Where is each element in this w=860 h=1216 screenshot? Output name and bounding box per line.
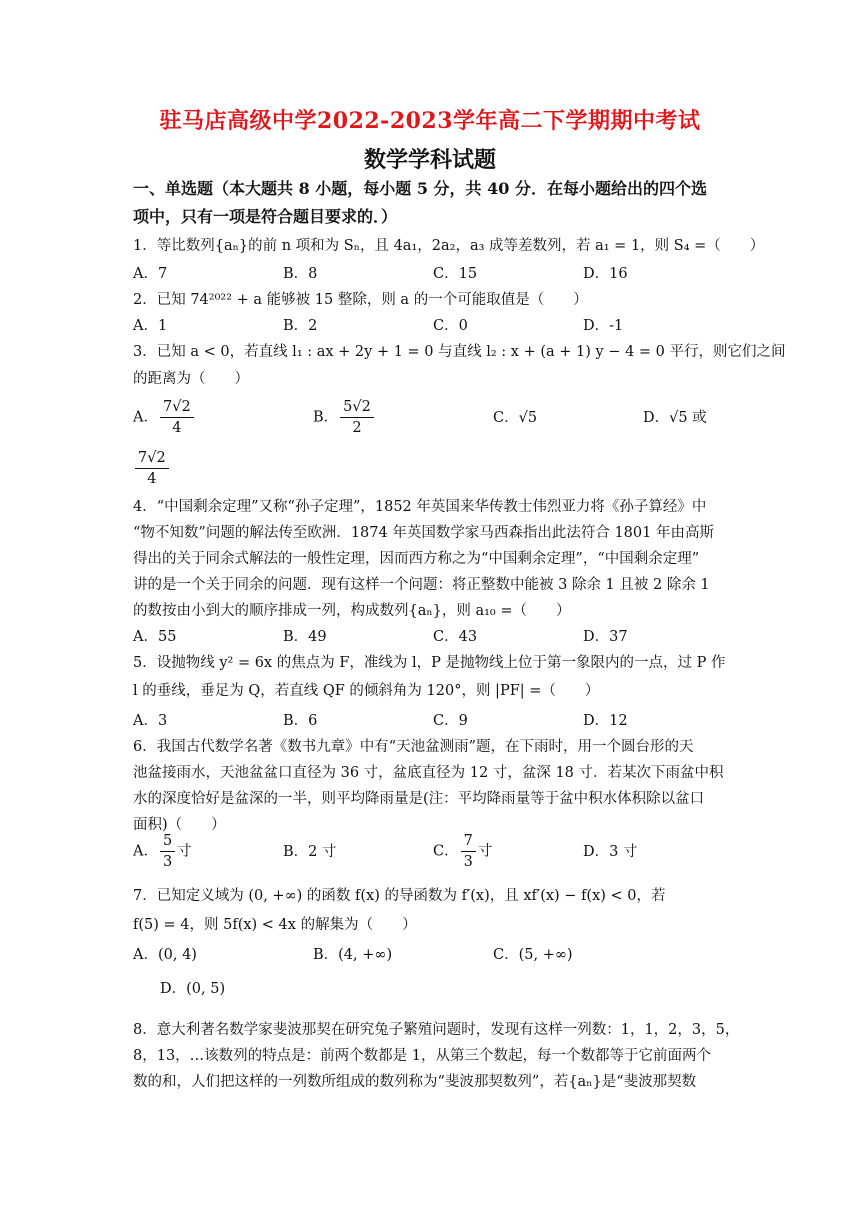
question-8-line-3: 数的和，人们把这样的一列数所组成的数列称为“斐波那契数列”，若{aₙ}是“斐波那契数: [133, 1074, 697, 1090]
question-5-line-2: l 的垂线，垂足为 Q，若直线 QF 的倾斜角为 120°，则 |PF| =（ ）: [133, 683, 600, 699]
question-5-line-1: 5．设抛物线 y² = 6x 的焦点为 F，准线为 l，P 是抛物线上位于第一象限内的一点，过 P 作: [133, 655, 726, 671]
question-6-option-c: C． $\frac{7}{3}$ 寸: [433, 833, 493, 870]
question-6-line-4: 面积)（ ）: [133, 817, 226, 833]
question-5-option-c: C．9: [433, 713, 468, 729]
question-7-line-1: 7．已知定义域为 (0, +∞) 的函数 f(x) 的导函数为 f′(x)，且 xf′(x) − f(x) < 0，若: [133, 888, 666, 904]
question-2-option-b: B．2: [283, 318, 318, 334]
section-heading-line1: 一、单选题（本大题共 8 小题，每小题 5 分，共 40 分．在每小题给出的四个选: [133, 179, 707, 198]
question-2-text: 2．已知 74²⁰²² + a 能够被 15 整除，则 a 的一个可能取值是（ ）: [133, 292, 588, 308]
question-4-option-a: A．55: [133, 629, 177, 645]
question-1-option-d: D．16: [583, 266, 628, 282]
question-2-option-d: D．-1: [583, 318, 624, 334]
section-heading-line2: 项中，只有一项是符合题目要求的．）: [133, 207, 398, 226]
question-6-option-d: D．3 寸: [583, 844, 638, 860]
question-1-text: 1．等比数列{aₙ}的前 n 项和为 Sₙ，且 4a₁，2a₂，a₃ 成等差数列，若 a₁ = 1，则 S₄ =（ ）: [133, 238, 765, 254]
question-3-option-d: D．√5 或: [643, 410, 707, 426]
fraction: $\frac{7}{3}$: [461, 831, 476, 872]
question-5-option-d: D．12: [583, 713, 628, 729]
question-3-line-2: 的距离为（ ）: [133, 371, 249, 387]
question-7-option-c: C．(5, +∞): [493, 947, 573, 963]
question-8-line-2: 8，13，…该数列的特点是：前两个数都是 1，从第三个数起，每一个数都等于它前面两个: [133, 1048, 712, 1064]
question-3-option-a: A． $\frac{7√2}{4}$: [133, 397, 196, 438]
question-3-option-b: B． $\frac{5√2}{2}$: [313, 397, 376, 438]
question-4-option-b: B．49: [283, 629, 327, 645]
question-4-option-d: D．37: [583, 629, 628, 645]
question-4-line-5: 的数按由小到大的顺序排成一列，构成数列{aₙ}，则 a₁₀ =（ ）: [133, 603, 571, 619]
question-1-option-c: C．15: [433, 266, 478, 282]
question-7-option-a: A．(0, 4): [133, 947, 197, 963]
question-1-option-b: B．8: [283, 266, 318, 282]
question-6-line-2: 池盆接雨水，天池盆盆口直径为 36 寸，盆底直径为 12 寸，盆深 18 寸．若某次下雨盆中积: [133, 765, 724, 781]
question-4-line-2: “物不知数”问题的解法传至欧洲．1874 年英国数学家马西森指出此法符合 1801 年由高斯: [133, 525, 714, 541]
fraction: $\frac{5}{3}$: [160, 831, 175, 872]
question-4-line-1: 4．“中国剩余定理”又称“孙子定理”，1852 年英国来华传教士伟烈亚力将《孙子算经》中: [133, 499, 707, 515]
question-8-line-1: 8．意大利著名数学家斐波那契在研究兔子繁殖问题时，发现有这样一列数：1，1，2，3，5，: [133, 1022, 740, 1038]
question-1-option-a: A．7: [133, 266, 168, 282]
question-6-line-3: 水的深度恰好是盆深的一半，则平均降雨量是(注：平均降雨量等于盆中积水体积除以盆口: [133, 791, 705, 807]
question-3-line-1: 3．已知 a < 0，若直线 l₁ : ax + 2y + 1 = 0 与直线 l₂ : x + (a + 1) y − 4 = 0 平行，则它们之间: [133, 344, 786, 360]
question-6-option-b: B．2 寸: [283, 844, 337, 860]
question-7-option-d: D．(0, 5): [160, 981, 226, 997]
question-6-line-1: 6．我国古代数学名著《数书九章》中有“天池盆测雨”题，在下雨时，用一个圆台形的天: [133, 739, 694, 755]
question-2-option-c: C．0: [433, 318, 468, 334]
question-7-line-2: f(5) = 4，则 5f(x) < 4x 的解集为（ ）: [133, 917, 417, 933]
question-2-option-a: A．1: [133, 318, 168, 334]
exam-school-title: 驻马店高级中学2022-2023学年高二下学期期中考试: [159, 108, 701, 134]
exam-subject-title: 数学学科试题: [363, 147, 496, 173]
question-3-option-c: C．√5: [493, 410, 538, 426]
question-4-line-3: 得出的关于同余式解法的一般性定理，因而西方称之为“中国剩余定理”，“中国剩余定理”: [133, 551, 700, 567]
fraction: $\frac{7√2}{4}$: [135, 448, 169, 489]
fraction: $\frac{7√2}{4}$: [160, 397, 194, 438]
question-4-line-4: 讲的是一个关于同余的问题．现有这样一个问题：将正整数中能被 3 除余 1 且被 2 除余 1: [133, 577, 710, 593]
fraction: $\frac{5√2}{2}$: [340, 397, 374, 438]
question-6-option-a: A． $\frac{5}{3}$ 寸: [133, 833, 192, 870]
question-5-option-a: A．3: [133, 713, 168, 729]
question-5-option-b: B．6: [283, 713, 318, 729]
question-4-option-c: C．43: [433, 629, 478, 645]
question-7-option-b: B．(4, +∞): [313, 947, 393, 963]
question-3-option-d-continued: [133, 448, 171, 489]
